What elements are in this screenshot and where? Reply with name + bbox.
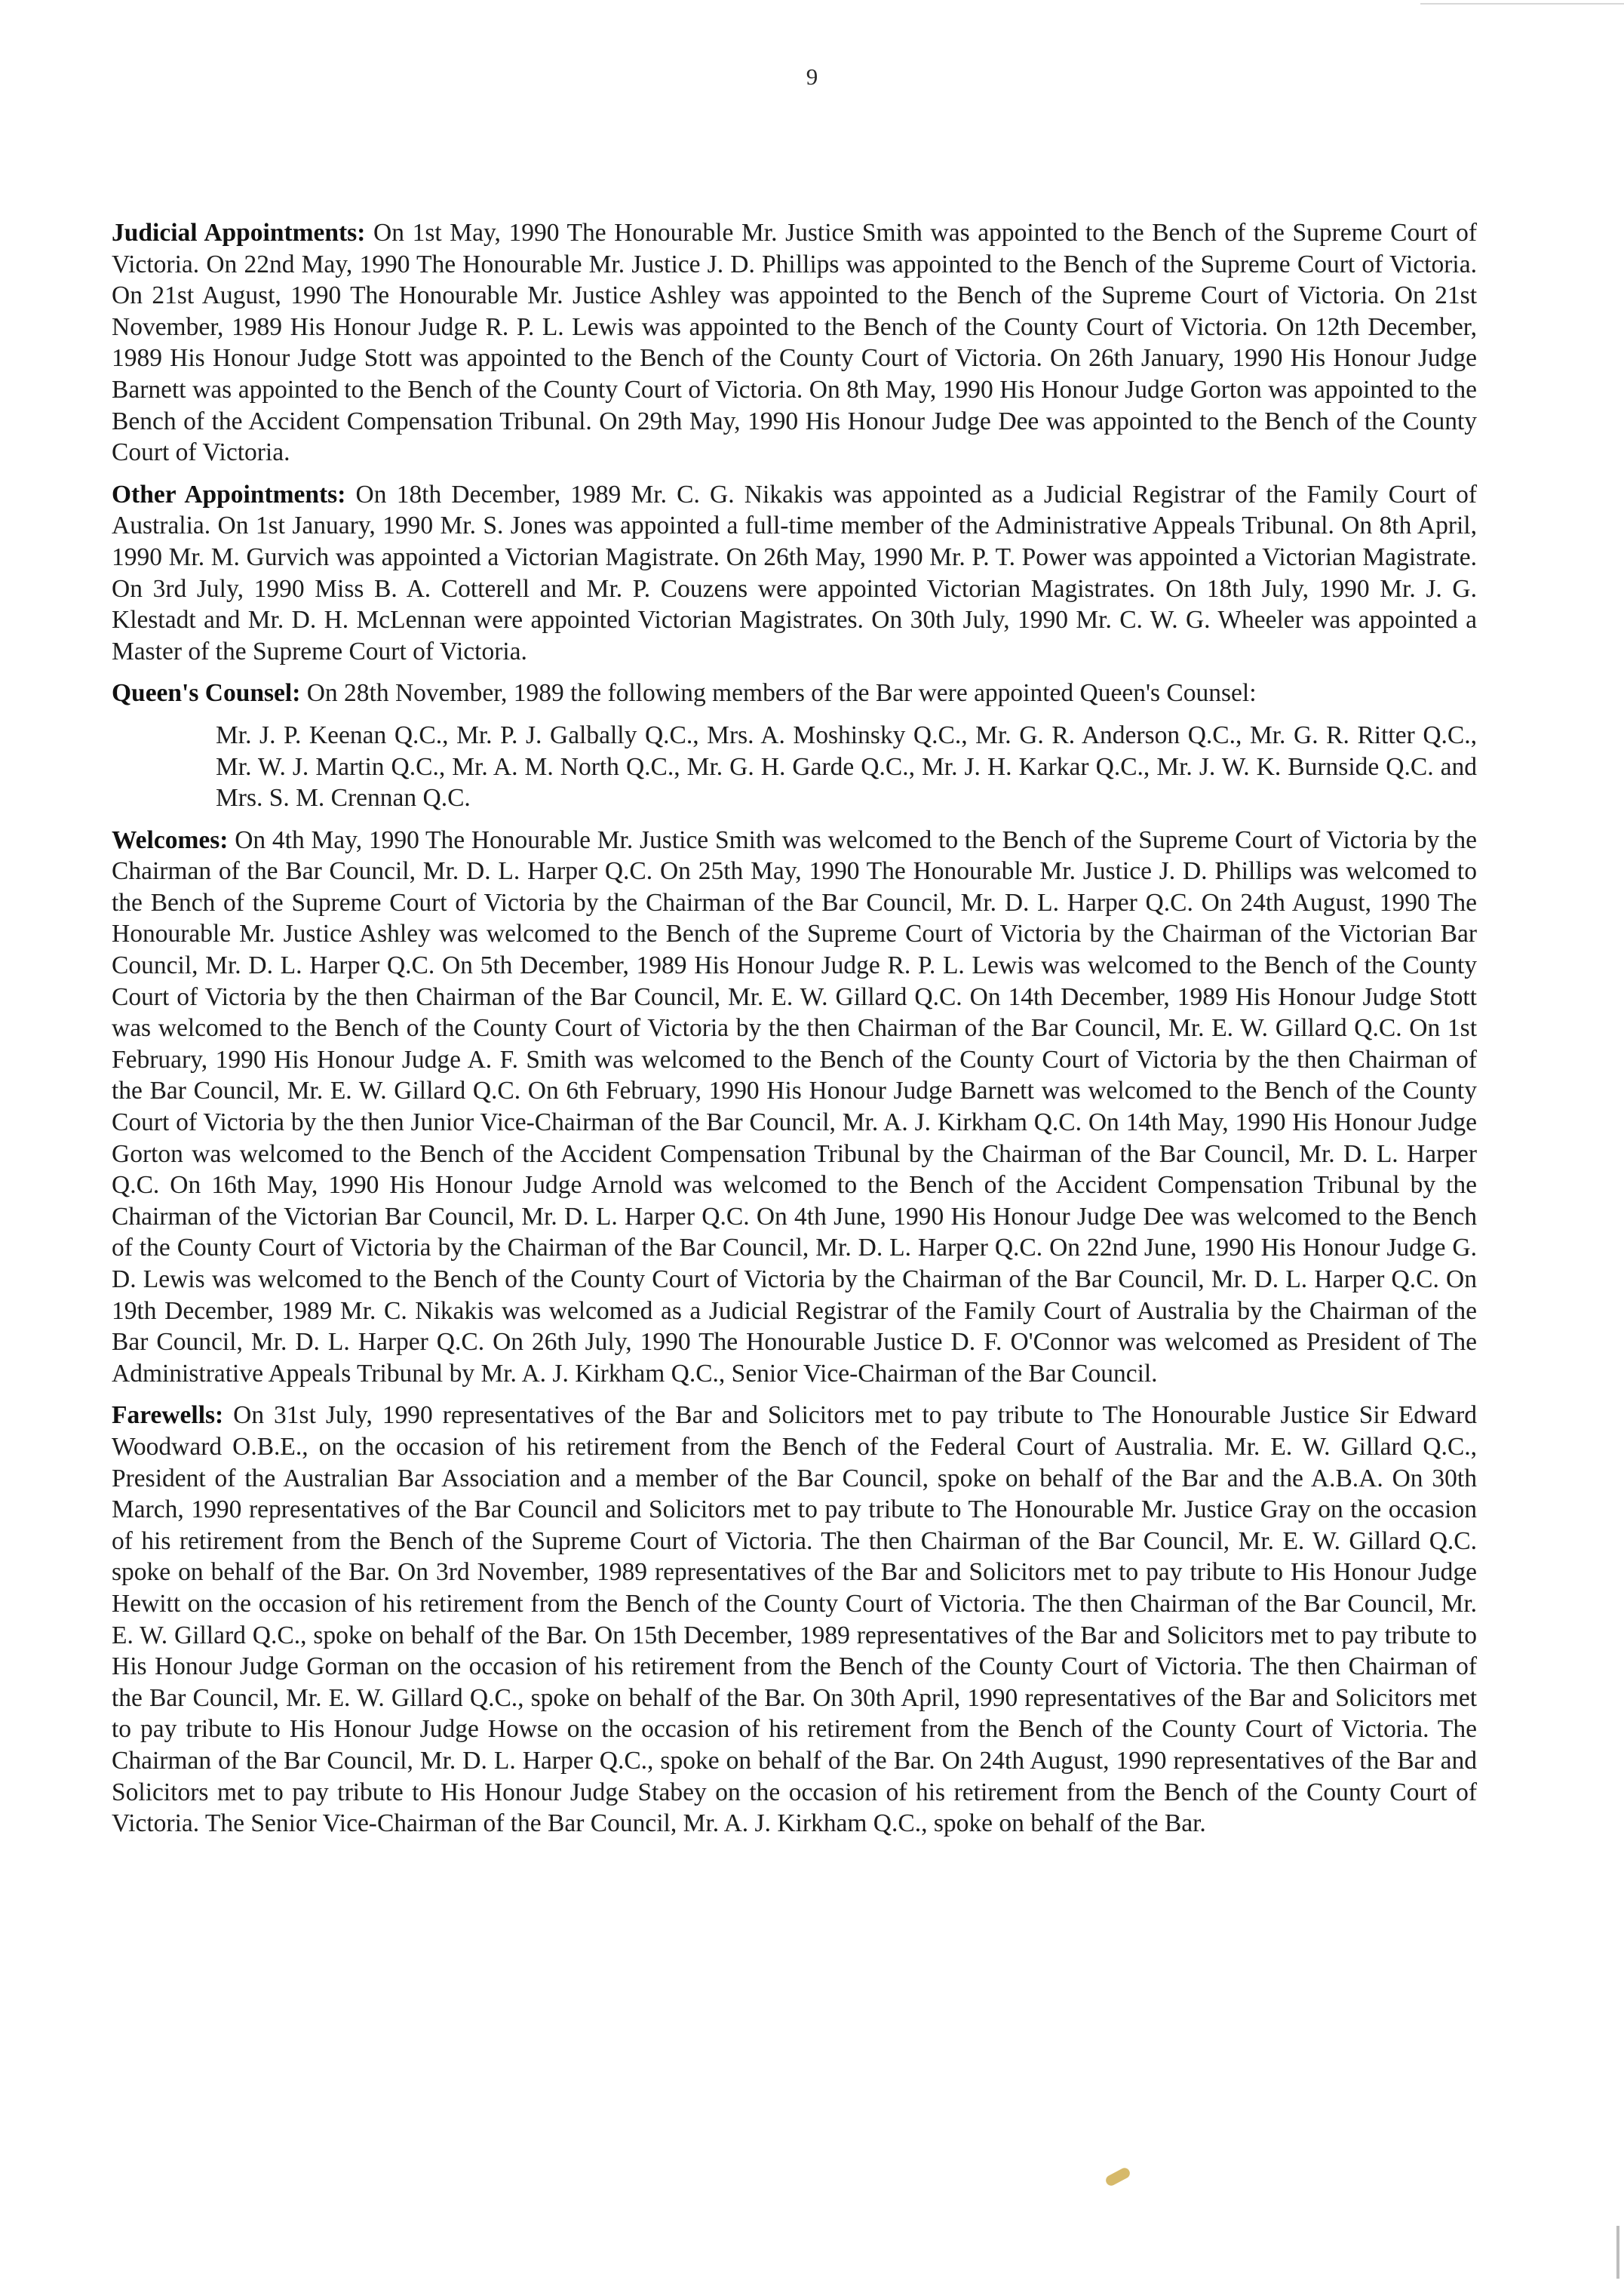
other-appointments-heading: Other Appointments: bbox=[112, 480, 346, 509]
other-appointments-text: On 18th December, 1989 Mr. C. G. Nikakis was appointed as a Judicial Registrar of the Family Court of Australia. On 1st January, 1990 Mr. S. Jones was appointed a full-time member of the Administrative Appeals Tribunal. On 8th April, 1990 Mr. M. Gurvich was appointed a Victorian Magistrate. On 26th May, 1990 Mr. P. T. Power was appointed a Victorian Magistrate. On 3rd July, 1990 Miss B. A. Cotterell and Mr. P. Couzens were appointed Victorian Magistrates. On 18th July, 1990 Mr. J. G. Klestadt and Mr. D. H. McLennan were appointed Victorian Magistrates. On 30th July, 1990 Mr. C. W. G. Wheeler was appointed a Master of the Supreme Court of Victoria. bbox=[112, 480, 1477, 665]
queens-counsel-text: On 28th November, 1989 the following members of the Bar were appointed Queen's Counsel: bbox=[300, 679, 1257, 708]
welcomes-heading: Welcomes: bbox=[112, 825, 229, 854]
scan-edge-line bbox=[1420, 3, 1624, 5]
scan-edge-mark bbox=[1616, 2226, 1619, 2279]
welcomes-text: On 4th May, 1990 The Honourable Mr. Justice Smith was welcomed to the Bench of the Supreme Court of Victoria by the Chairman of the Bar Council, Mr. D. L. Harper Q.C. On 25th May, 1990 The Honourable Mr. Justice J. D. Phillips was welcomed to the Bench of the Supreme Court of Victoria by the Chairman of the Bar Council, Mr. D. L. Harper Q.C. On 24th August, 1990 The Honourable Mr. Justice Ashley was welcomed to the Bench of the Supreme Court of Victoria by the Chairman of the Victorian Bar Council, Mr. D. L. Harper Q.C. On 5th December, 1989 His Honour Judge R. P. L. Lewis was welcomed to the Bench of the County Court of Victoria by the then Chairman of the Bar Council, Mr. E. W. Gillard Q.C. On 14th December, 1989 His Honour Judge Stott was welcomed to the Bench of the County Court of Victoria by the then Chairman of the Bar Council, Mr. E. W. Gillard Q.C. On 1st February, 1990 His Honour Judge A. F. Smith was welcomed to the Bench of the County Court of Victoria by the then Chairman of the Bar Council, Mr. E. W. Gillard Q.C. On 6th February, 1990 His Honour Judge Barnett was welcomed to the Bench of the County Court of Victoria by the then Junior Vice-Chairman of the Bar Council, Mr. A. J. Kirkham Q.C. On 14th May, 1990 His Honour Judge Gorton was welcomed to the Bench of the Accident Compensation Tribunal by the Chairman of the Bar Council, Mr. D. L. Harper Q.C. On 16th May, 1990 His Honour Judge Arnold was welcomed to the Bench of the Accident Compensation Tribunal by the Chairman of the Victorian Bar Council, Mr. D. L. Harper Q.C. On 4th June, 1990 His Honour Judge Dee was welcomed to the Bench of the County Court of Victoria by the Chairman of the Bar Council, Mr. D. L. Harper Q.C. On 22nd June, 1990 His Honour Judge G. D. Lewis was welcomed to the Bench of the County Court of Victoria by the Chairman of the Bar Council, Mr. D. L. Harper Q.C. On 19th December, 1989 Mr. C. Nikakis was welcomed as a Judicial Registrar of the Family Court of Australia by the Chairman of the Bar Council, Mr. D. L. Harper Q.C. On 26th July, 1990 The Honourable Justice D. F. O'Connor was welcomed as President of The Administrative Appeals Tribunal by Mr. A. J. Kirkham Q.C., Senior Vice-Chairman of the Bar Council. bbox=[112, 825, 1477, 1388]
farewells-text: On 31st July, 1990 representatives of the Bar and Solicitors met to pay tribute to The Honourable Justice Sir Edward Woodward O.B.E., on the occasion of his retirement from the Bench of the Federal Court of Australia. Mr. E. W. Gillard Q.C., President of the Australian Bar Association and a member of the Bar Council, spoke on behalf of the Bar and the A.B.A. On 30th March, 1990 representatives of the Bar Council and Solicitors met to pay tribute to The Honourable Mr. Justice Gray on the occasion of his retirement from the Bench of the Supreme Court of Victoria. The then Chairman of the Bar Council, Mr. E. W. Gillard Q.C. spoke on behalf of the Bar. On 3rd November, 1989 representatives of the Bar and Solicitors met to pay tribute to His Honour Judge Hewitt on the occasion of his retirement from the Bench of the County Court of Victoria. The then Chairman of the Bar Council, Mr. E. W. Gillard Q.C., spoke on behalf of the Bar. On 15th December, 1989 representatives of the Bar and Solicitors met to pay tribute to His Honour Judge Gorman on the occasion of his retirement from the Bench of the County Court of Victoria. The then Chairman of the Bar Council, Mr. E. W. Gillard Q.C., spoke on behalf of the Bar. On 30th April, 1990 representatives of the Bar and Solicitors met to pay tribute to His Honour Judge Howse on the occasion of his retirement from the Bench of the County Court of Victoria. The Chairman of the Bar Council, Mr. D. L. Harper Q.C., spoke on behalf of the Bar. On 24th August, 1990 representatives of the Bar and Solicitors met to pay tribute to His Honour Judge Stabey on the occasion of his retirement from the Bench of the County Court of Victoria. The Senior Vice-Chairman of the Bar Council, Mr. A. J. Kirkham Q.C., spoke on behalf of the Bar. bbox=[112, 1401, 1477, 1838]
page-number: 9 bbox=[806, 63, 818, 90]
queens-counsel-heading: Queen's Counsel: bbox=[112, 679, 301, 708]
queens-counsel-paragraph bbox=[112, 678, 1477, 709]
farewells-heading: Farewells: bbox=[112, 1401, 224, 1430]
welcomes-paragraph bbox=[112, 825, 1477, 1390]
queens-counsel-list: Mr. J. P. Keenan Q.C., Mr. P. J. Galbally Q.C., Mrs. A. Moshinsky Q.C., Mr. G. R. Anderson Q.C., Mr. G. R. Ritter Q.C., Mr. W. J. Martin Q.C., Mr. A. M. North Q.C., Mr. G. H. Garde Q.C., Mr. J. H. Karkar Q.C., Mr. J. W. K. Burnside Q.C. and Mrs. S. M. Crennan Q.C. bbox=[216, 721, 1477, 813]
other-appointments-paragraph bbox=[112, 479, 1477, 668]
judicial-appointments-text: On 1st May, 1990 The Honourable Mr. Justice Smith was appointed to the Bench of the Supreme Court of Victoria. On 22nd May, 1990 The Honourable Mr. Justice J. D. Phillips was appointed to the Bench of the Supreme Court of Victoria. On 21st August, 1990 The Honourable Mr. Justice Ashley was appointed to the Bench of the Supreme Court of Victoria. On 21st November, 1989 His Honour Judge R. P. L. Lewis was appointed to the Bench of the County Court of Victoria. On 12th December, 1989 His Honour Judge Stott was appointed to the Bench of the County Court of Victoria. On 26th January, 1990 His Honour Judge Barnett was appointed to the Bench of the County Court of Victoria. On 8th May, 1990 His Honour Judge Gorton was appointed to the Bench of the Accident Compensation Tribunal. On 29th May, 1990 His Honour Judge Dee was appointed to the Bench of the County Court of Victoria. bbox=[112, 219, 1478, 467]
judicial-appointments-heading: Judicial Appointments: bbox=[112, 219, 366, 247]
scan-speck-mark bbox=[1104, 2166, 1132, 2187]
document-body bbox=[112, 217, 1477, 1850]
judicial-appointments-paragraph bbox=[112, 217, 1477, 469]
farewells-paragraph bbox=[112, 1400, 1477, 1839]
